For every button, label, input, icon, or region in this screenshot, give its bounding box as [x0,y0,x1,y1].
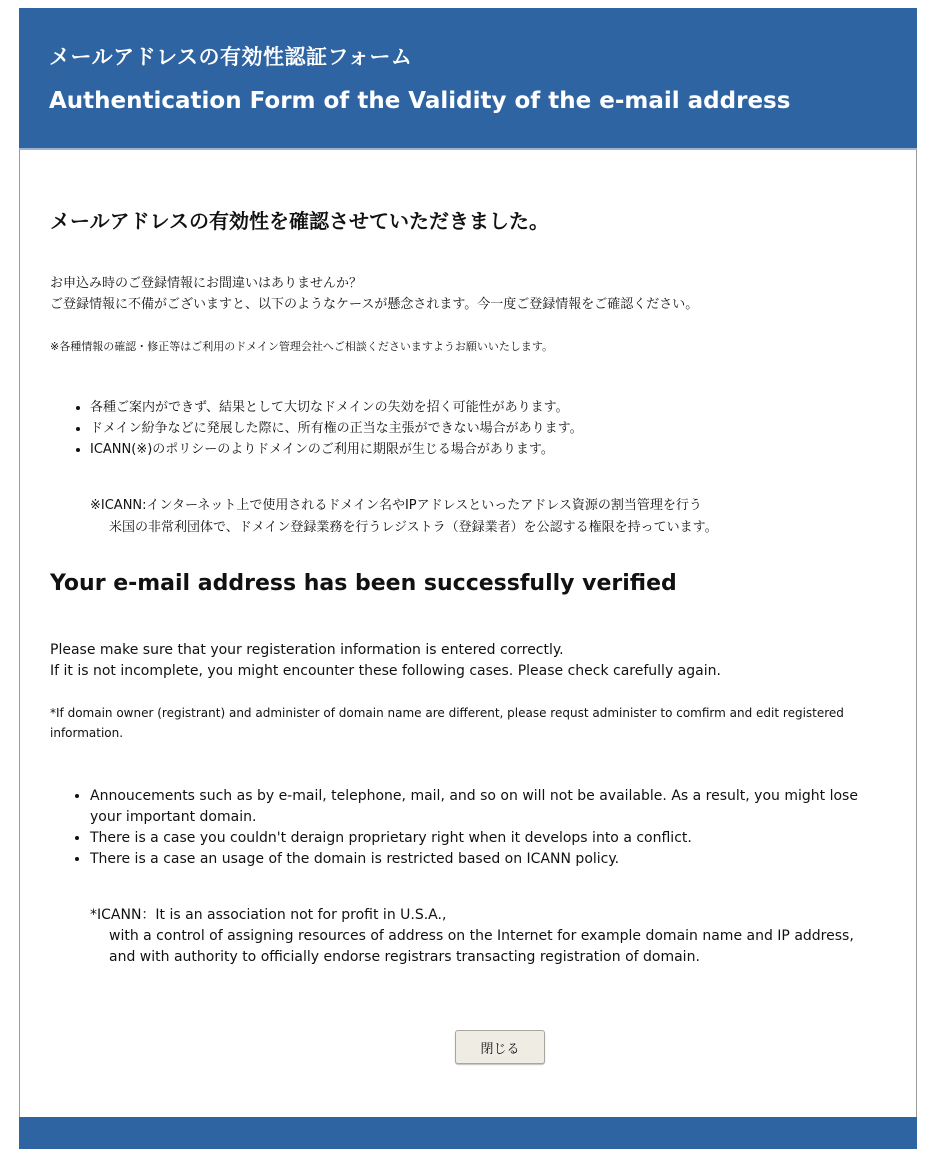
header-title-en: Authentication Form of the Validity of the e-mail address [49,88,791,114]
page-header [19,8,917,150]
list-item: • Annoucements such as by e-mail, telephone, mail, and so on will not be available. As a result, you might lose your important domain. [90,786,890,828]
notice-jp: ※各種情報の確認・修正等はご利用のドメイン管理会社へご相談くださいますようお願いいたします。 [50,340,554,353]
intro-en-line2: If it is not incomplete, you might encounter these following cases. Please check carefully again. [50,663,721,679]
intro-en [50,640,721,682]
heading-jp: メールアドレスの有効性を確認させていただきました。 [50,209,549,233]
intro-jp-line1: お申込み時のご登録情報にお間違いはありませんか？ [50,276,363,291]
header-title-jp: メールアドレスの有効性認証フォーム [49,45,413,69]
list-item: • There is a case an usage of the domain is restricted based on ICANN policy. [90,849,890,870]
bullet-list-en [50,786,890,870]
intro-jp-line2: ご登録情報に不備がございますと、以下のようなケースが懸念されます。今一度ご登録情報をご確認ください。 [50,297,699,312]
intro-en-line1: Please make sure that your registeration information is entered correctly. [50,642,564,658]
icann-note-en-line2: with a control of assigning resources of address on the Internet for example domain name and IP address, [109,928,854,944]
list-item: • ICANN(※)のポリシーのよりドメインのご利用に期限が生じる場合があります。 [90,439,890,460]
icann-note-jp-line1: ※ICANN:インターネット上で使用されるドメイン名やIPアドレスといったアドレス資源の割当管理を行う [90,498,702,513]
bullet-list-jp [50,397,890,460]
list-item: • There is a case you couldn't deraign proprietary right when it develops into a conflict. [90,828,890,849]
notice-en: *If domain owner (registrant) and administer of domain name are different, please requst administer to comfirm and edit registered information. [50,706,844,740]
list-item: • ドメイン紛争などに発展した際に、所有権の正当な主張ができない場合があります。 [90,418,890,439]
icann-note-en-line3: and with authority to officially endorse registrars transacting registration of domain. [109,949,700,965]
icann-note-jp-line2: 米国の非常利団体で、ドメイン登録業務を行うレジストラ（登録業者）を公認する権限を持っています。 [109,520,718,535]
icann-note-jp [90,495,718,539]
page-footer [19,1117,917,1149]
icann-note-en-line1: *ICANN：It is an association not for profit in U.S.A., [90,907,447,923]
icann-note-en [90,905,854,968]
page-frame [19,8,917,1149]
heading-en: Your e-mail address has been successfully verified [50,571,677,596]
list-item: • 各種ご案内ができず、結果として大切なドメインの失効を招く可能性があります。 [90,397,890,418]
intro-jp [50,273,698,315]
close-button[interactable]: 閉じる [455,1030,545,1064]
